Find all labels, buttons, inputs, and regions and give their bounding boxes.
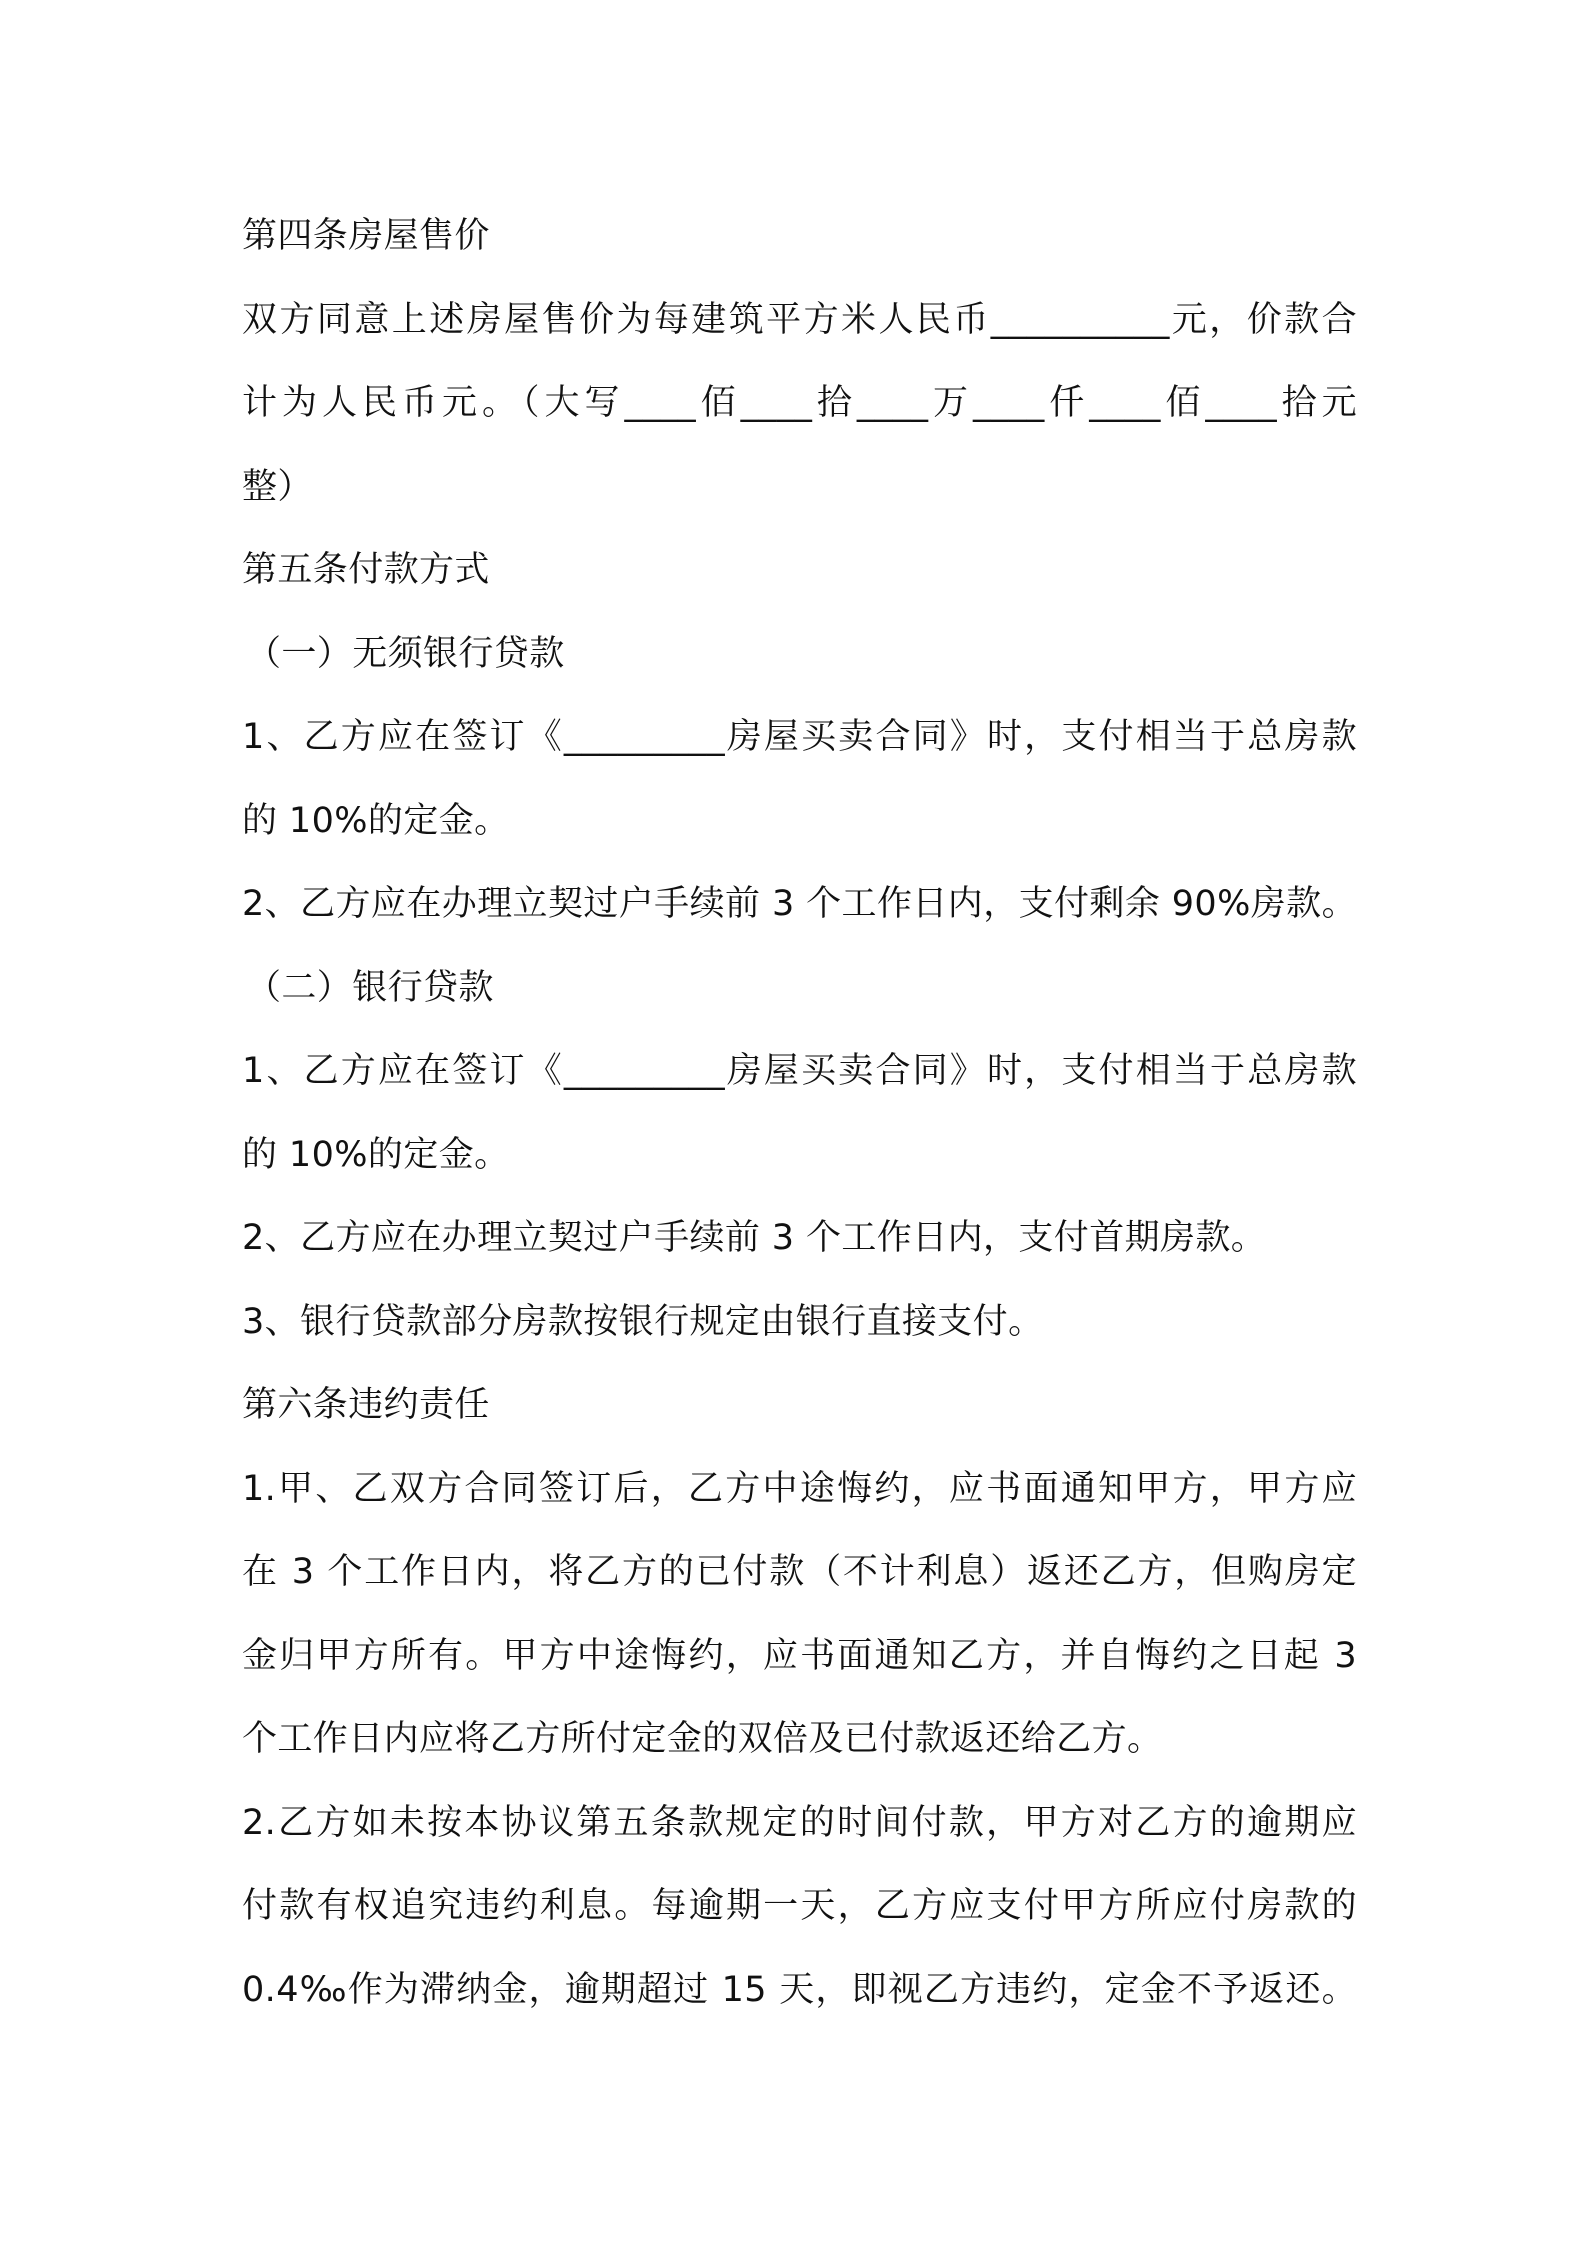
article-6-heading: 第六条违约责任 [242, 1385, 490, 1425]
paragraph-line: 1、乙方应在签订《_________房屋买卖合同》时，支付相当于总房款 [242, 1051, 1357, 1091]
paragraph-line: 2.乙方如未按本协议第五条款规定的时间付款，甲方对乙方的逾期应 [242, 1802, 1357, 1843]
paragraph-line: 1、乙方应在签订《_________房屋买卖合同》时，支付相当于总房款 [242, 717, 1357, 757]
paragraph-line: 在 3 个工作日内，将乙方的已付款（不计利息）返还乙方，但购房定 [242, 1552, 1357, 1592]
subsection-heading: （二）银行贷款 [246, 967, 494, 1008]
paragraph-line: 的 10%的定金。 [242, 1134, 510, 1175]
paragraph-line: 0.4‰作为滞纳金，逾期超过 15 天，即视乙方违约，定金不予返还。 [242, 1969, 1357, 2010]
paragraph-line: 2、乙方应在办理立契过户手续前 3 个工作日内，支付剩余 90%房款。 [242, 884, 1357, 924]
paragraph-line: 付款有权追究违约利息。每逾期一天，乙方应支付甲方所应付房款的 [242, 1886, 1357, 1926]
article-4-heading: 第四条房屋售价 [242, 216, 490, 256]
paragraph-line: 1.甲、乙双方合同签订后，乙方中途悔约，应书面通知甲方，甲方应 [242, 1468, 1357, 1509]
article-5-heading: 第五条付款方式 [242, 550, 490, 590]
paragraph-line: 2、乙方应在办理立契过户手续前 3 个工作日内，支付首期房款。 [242, 1218, 1267, 1258]
paragraph-line: 个工作日内应将乙方所付定金的双倍及已付款返还给乙方。 [242, 1719, 1163, 1759]
subsection-heading: （一）无须银行贷款 [246, 633, 565, 674]
paragraph-line: 整） [242, 466, 313, 507]
paragraph-line: 双方同意上述房屋售价为每建筑平方米人民币__________元，价款合 [242, 299, 1357, 340]
paragraph-line: 的 10%的定金。 [242, 800, 510, 841]
paragraph-line: 3、银行贷款部分房款按银行规定由银行直接支付。 [242, 1301, 1044, 1342]
paragraph-line: 金归甲方所有。甲方中途悔约，应书面通知乙方，并自悔约之日起 3 [242, 1635, 1357, 1676]
document-page [242, 195, 1357, 2032]
paragraph-line: 计为人民币元。（大写____佰____拾____万____仟____佰____拾元 [242, 383, 1357, 423]
